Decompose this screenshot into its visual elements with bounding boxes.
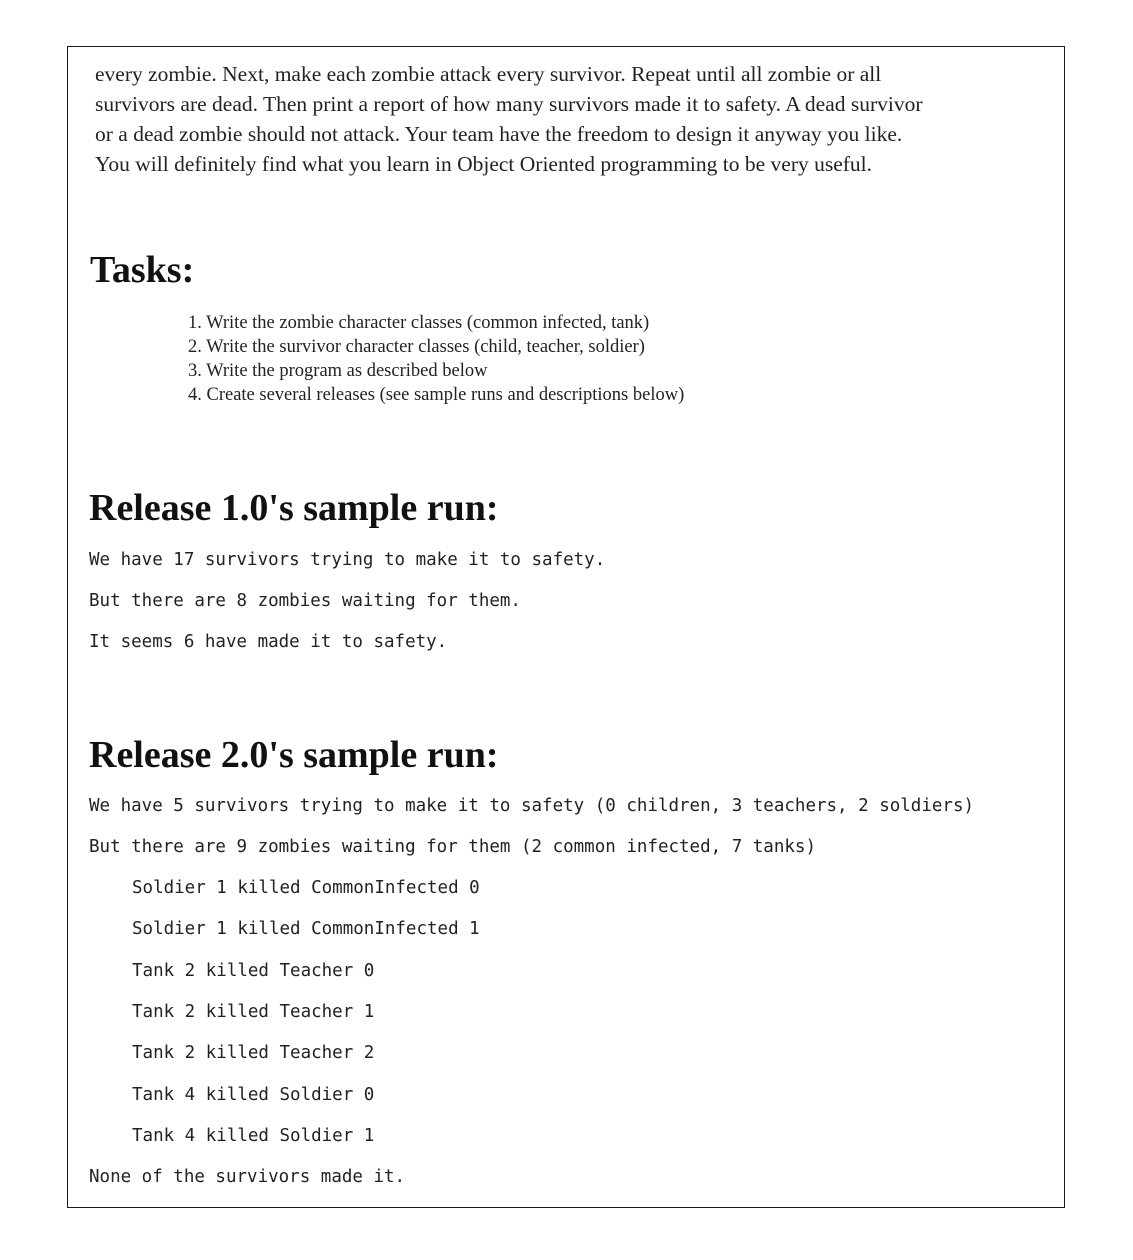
release-2-kill-line: Tank 4 killed Soldier 1 bbox=[132, 1126, 375, 1146]
tasks-list bbox=[188, 311, 684, 407]
release-2-heading: Release 2.0's sample run: bbox=[89, 734, 499, 776]
task-item: 2. Write the survivor character classes (child, teacher, soldier) bbox=[188, 337, 645, 357]
release-2-kill-line: Tank 2 killed Teacher 0 bbox=[132, 961, 375, 981]
release-1-output-line: But there are 8 zombies waiting for them. bbox=[89, 591, 521, 611]
release-1-output-line: We have 17 survivors trying to make it to safety. bbox=[89, 550, 606, 570]
release-2-kill-line: Soldier 1 killed CommonInfected 0 bbox=[132, 878, 480, 898]
release-2-output-line: We have 5 survivors trying to make it to safety (0 children, 3 teachers, 2 soldiers) bbox=[89, 796, 975, 816]
release-2-output-line: But there are 9 zombies waiting for them (2 common infected, 7 tanks) bbox=[89, 837, 816, 857]
document-frame bbox=[67, 46, 1065, 1208]
release-2-kill-line: Tank 4 killed Soldier 0 bbox=[132, 1085, 375, 1105]
release-1-output-line: It seems 6 have made it to safety. bbox=[89, 632, 448, 652]
intro-line: every zombie. Next, make each zombie attack every survivor. Repeat until all zombie or all bbox=[95, 62, 882, 86]
tasks-heading: Tasks: bbox=[90, 249, 195, 291]
release-2-kill-line: Tank 2 killed Teacher 1 bbox=[132, 1002, 375, 1022]
task-item: 4. Create several releases (see sample runs and descriptions below) bbox=[188, 385, 685, 405]
intro-paragraph bbox=[95, 59, 1035, 179]
intro-line: You will definitely find what you learn in Object Oriented programming to be very useful. bbox=[95, 152, 873, 176]
release-2-kill-line: Tank 2 killed Teacher 2 bbox=[132, 1043, 375, 1063]
task-item: 3. Write the program as described below bbox=[188, 361, 488, 381]
task-item: 1. Write the zombie character classes (common infected, tank) bbox=[188, 313, 650, 333]
intro-line: or a dead zombie should not attack. Your team have the freedom to design it anyway you like. bbox=[95, 122, 903, 146]
release-2-summary: None of the survivors made it. bbox=[89, 1167, 406, 1187]
release-2-kill-line: Soldier 1 killed CommonInfected 1 bbox=[132, 919, 480, 939]
intro-line: survivors are dead. Then print a report of how many survivors made it to safety. A dead survivor bbox=[95, 92, 923, 116]
release-1-heading: Release 1.0's sample run: bbox=[89, 487, 499, 529]
